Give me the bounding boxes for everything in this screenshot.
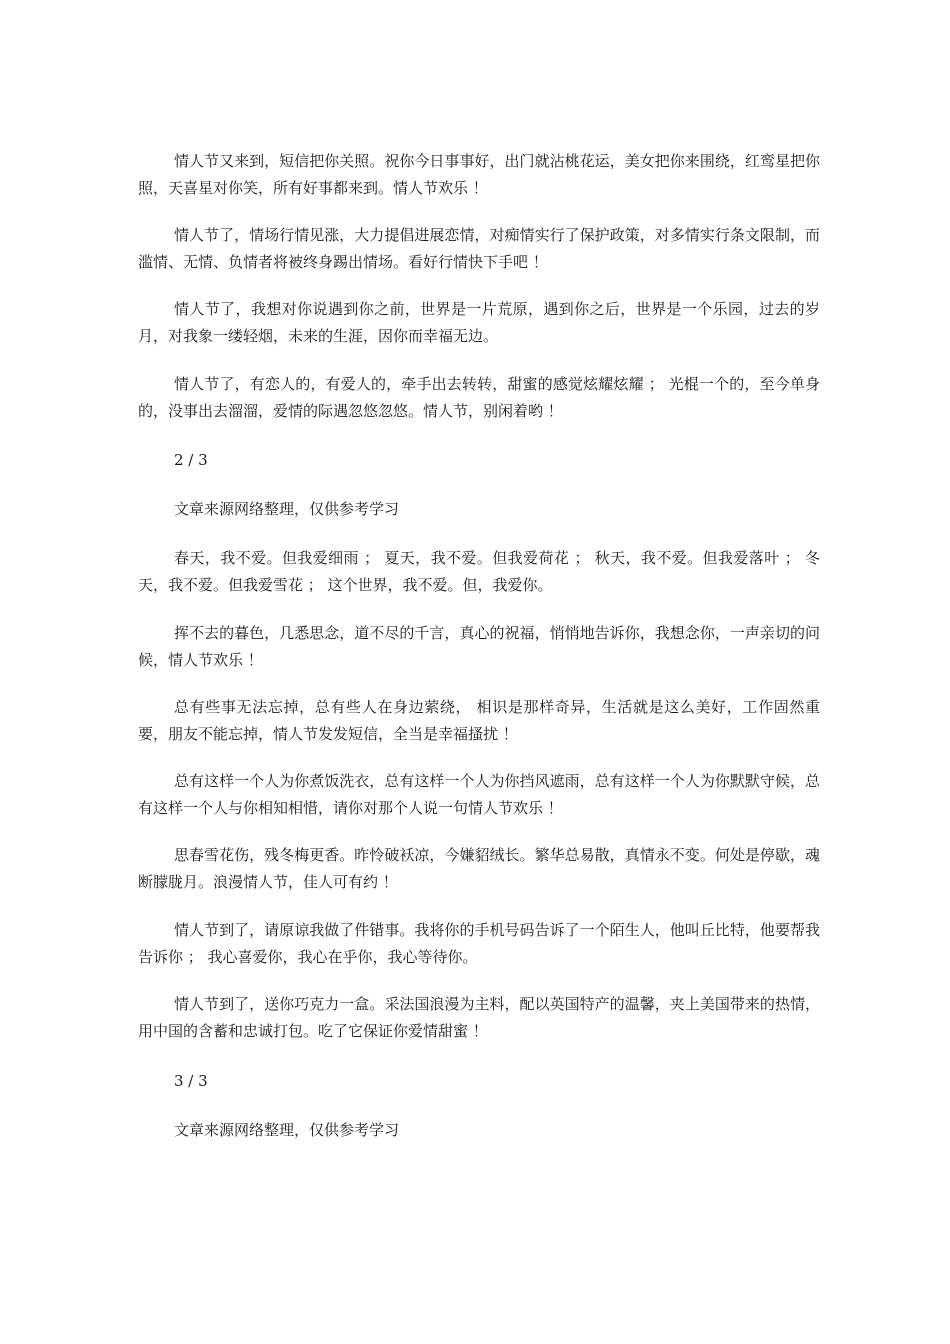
paragraph-valentine-sms-9: 思春雪花伤，残冬梅更香。昨怜破袄凉，今嫌貂绒长。繁华总易散，真情永不变。何处是停歇，魂断朦胧月。浪漫情人节，佳人可有约 ！	[138, 846, 820, 891]
paragraph-valentine-sms-11: 情人节到了，送你巧克力一盒。采法国浪漫为主料，配以英国特产的温馨，夹上美国带来的热情，用中国的含蓄和忠诚打包。吃了它保证你爱情甜蜜 ！	[138, 995, 820, 1040]
paragraph-valentine-sms-10: 情人节到了，请原谅我做了件错事。我将你的手机号码告诉了一个陌生人，他叫丘比特，他要帮我告诉你 ； 我心喜爱你，我心在乎你，我心等待你。	[138, 921, 820, 966]
source-note: 文章来源网络整理，仅供参考学习	[174, 1121, 400, 1139]
paragraph-valentine-sms-1: 情人节又来到，短信把你关照。祝你今日事事好，出门就沾桃花运，美女把你来围绕，红鸾星把你照，天喜星对你笑，所有好事都来到。情人节欢乐 ！	[138, 152, 820, 197]
paragraph-valentine-sms-4: 情人节了，有恋人的，有爱人的，牵手出去转转，甜蜜的感觉炫耀炫耀 ； 光棍一个的，至今单身的，没事出去溜溜，爱情的际遇忽悠忽悠。情人节，别闲着哟 ！	[138, 375, 820, 420]
paragraph-valentine-sms-6: 挥不去的暮色，几悉思念，道不尽的千言，真心的祝福，悄悄地告诉你，我想念你，一声亲切的问候，情人节欢乐 ！	[138, 624, 820, 669]
source-note: 文章来源网络整理，仅供参考学习	[174, 500, 400, 518]
paragraph-valentine-sms-8: 总有这样一个人为你煮饭洗衣，总有这样一个人为你挡风遮雨，总有这样一个人为你默默守候，总有这样一个人与你相知相惜，请你对那个人说一句情人节欢乐 ！	[138, 772, 820, 817]
page-number: 2 / 3	[174, 451, 208, 469]
paragraph-valentine-sms-3: 情人节了，我想对你说遇到你之前，世界是一片荒原，遇到你之后，世界是一个乐园，过去的岁月，对我象一缕轻烟，未来的生涯，因你而幸福无边。	[138, 300, 820, 345]
page-number: 3 / 3	[174, 1072, 208, 1090]
paragraph-valentine-sms-2: 情人节了，情场行情见涨，大力提倡进展恋情，对痴情实行了保护政策，对多情实行条文限制，而滥情、无情、负情者将被终身踢出情场。看好行情快下手吧 ！	[138, 226, 820, 271]
paragraph-valentine-sms-5: 春天，我不爱。但我爱细雨 ； 夏天，我不爱。但我爱荷花 ； 秋天，我不爱。但我爱落叶 ； 冬天，我不爱。但我爱雪花 ； 这个世界，我不爱。但，我爱你。	[138, 549, 820, 594]
paragraph-valentine-sms-7: 总有些事无法忘掉，总有些人在身边萦绕， 相识是那样奇异，生活就是这么美好，工作固然重要，朋友不能忘掉，情人节发发短信，全当是幸福搔扰 ！	[138, 698, 820, 743]
